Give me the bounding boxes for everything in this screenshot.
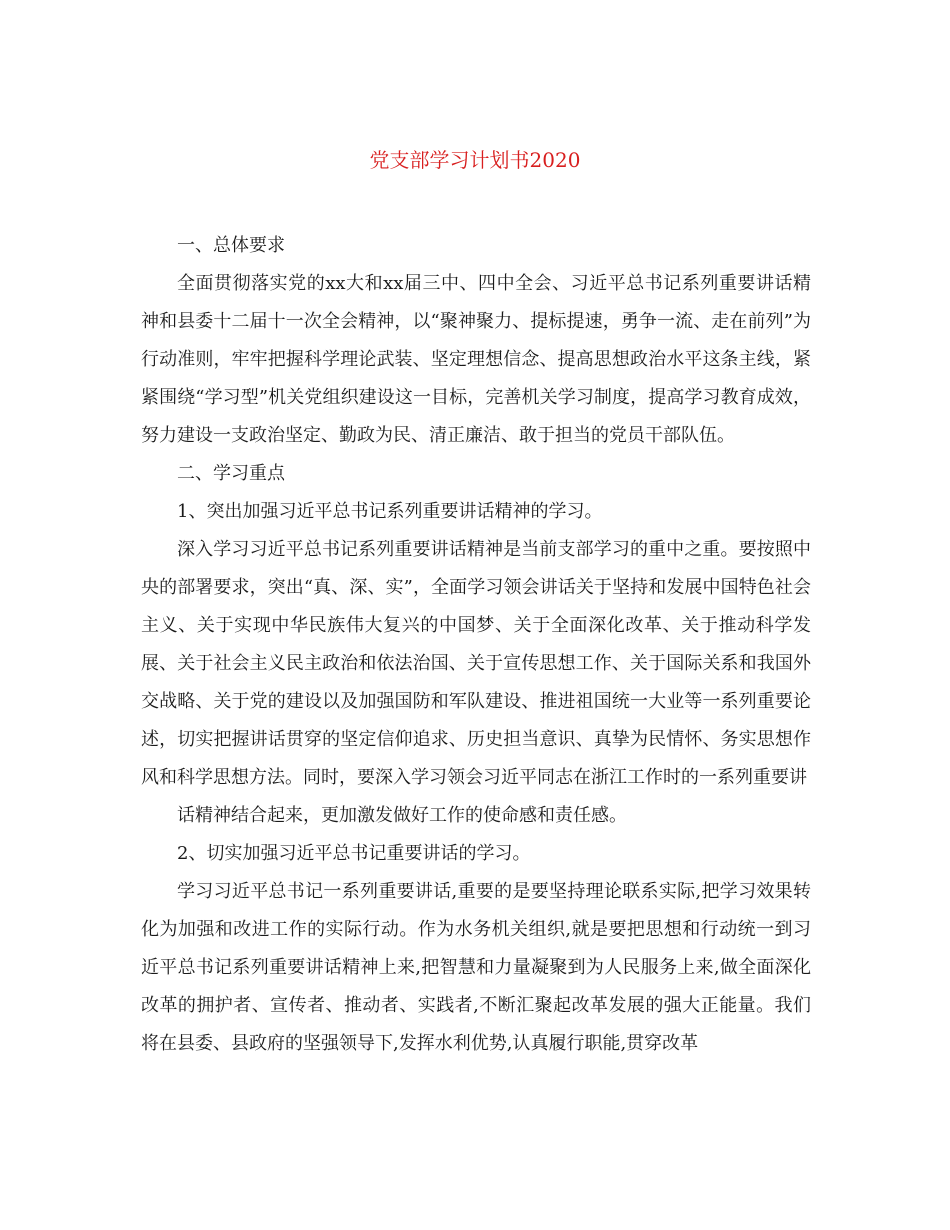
subheading-item-2: 2、切实加强习近平总书记重要讲话的学习。 — [177, 843, 531, 864]
heading-general-requirements: 一、总体要求 — [177, 235, 285, 256]
heading-study-focus: 二、学习重点 — [177, 463, 285, 484]
paragraph-general-requirements: 全面贯彻落实党的xx大和xx届三中、四中全会、习近平总书记系列重要讲话精神和县委十二届十一次全会精神，以“聚神聚力、提标提速，勇争一流、走在前列”为行动准则，牢牢把握科学理论武装、坚定理想信念、提高思想政治水平这条主线，紧紧围绕“学习型”机关党组织建设这一目标，完善机关学习制度，提高学习教育成效，努力建设一支政治坚定、勤政为民、清正廉洁、敢于担当的党员干部队伍。 — [141, 273, 811, 446]
paragraph-item-2: 学习习近平总书记一系列重要讲话,重要的是要坚持理论联系实际,把学习效果转化为加强和改进工作的实际行动。作为水务机关组织,就是要把思想和行动统一到习近平总书记系列重要讲话精神上来,把智慧和力量凝聚到为人民服务上来,做全面深化改革的拥护者、宣传者、推动者、实践者,不断汇聚起改革发展的强大正能量。我们将在县委、县政府的坚强领导下,发挥水利优势,认真履行职能,贯穿改革 — [141, 881, 811, 1054]
subheading-item-1: 1、突出加强习近平总书记系列重要讲话精神的学习。 — [177, 501, 603, 522]
document-body — [141, 227, 811, 1063]
paragraph-item-1: 深入学习习近平总书记系列重要讲话精神是当前支部学习的重中之重。要按照中央的部署要求，突出“真、深、实”，全面学习领会讲话关于坚持和发展中国特色社会主义、关于实现中华民族伟大复兴的中国梦、关于全面深化改革、关于推动科学发展、关于社会主义民主政治和依法治国、关于宣传思想工作、关于国际关系和我国外交战略、关于党的建设以及加强国防和军队建设、推进祖国统一大业等一系列重要论述，切实把握讲话贯穿的坚定信仰追求、历史担当意识、真挚为民情怀、务实思想作风和科学思想方法。同时，要深入学习领会习近平同志在浙江工作时的一系列重要讲 — [141, 539, 811, 788]
paragraph-item-1-continued: 话精神结合起来，更加激发做好工作的使命感和责任感。 — [177, 805, 627, 826]
document-title: 党支部学习计划书2020 — [369, 148, 581, 172]
